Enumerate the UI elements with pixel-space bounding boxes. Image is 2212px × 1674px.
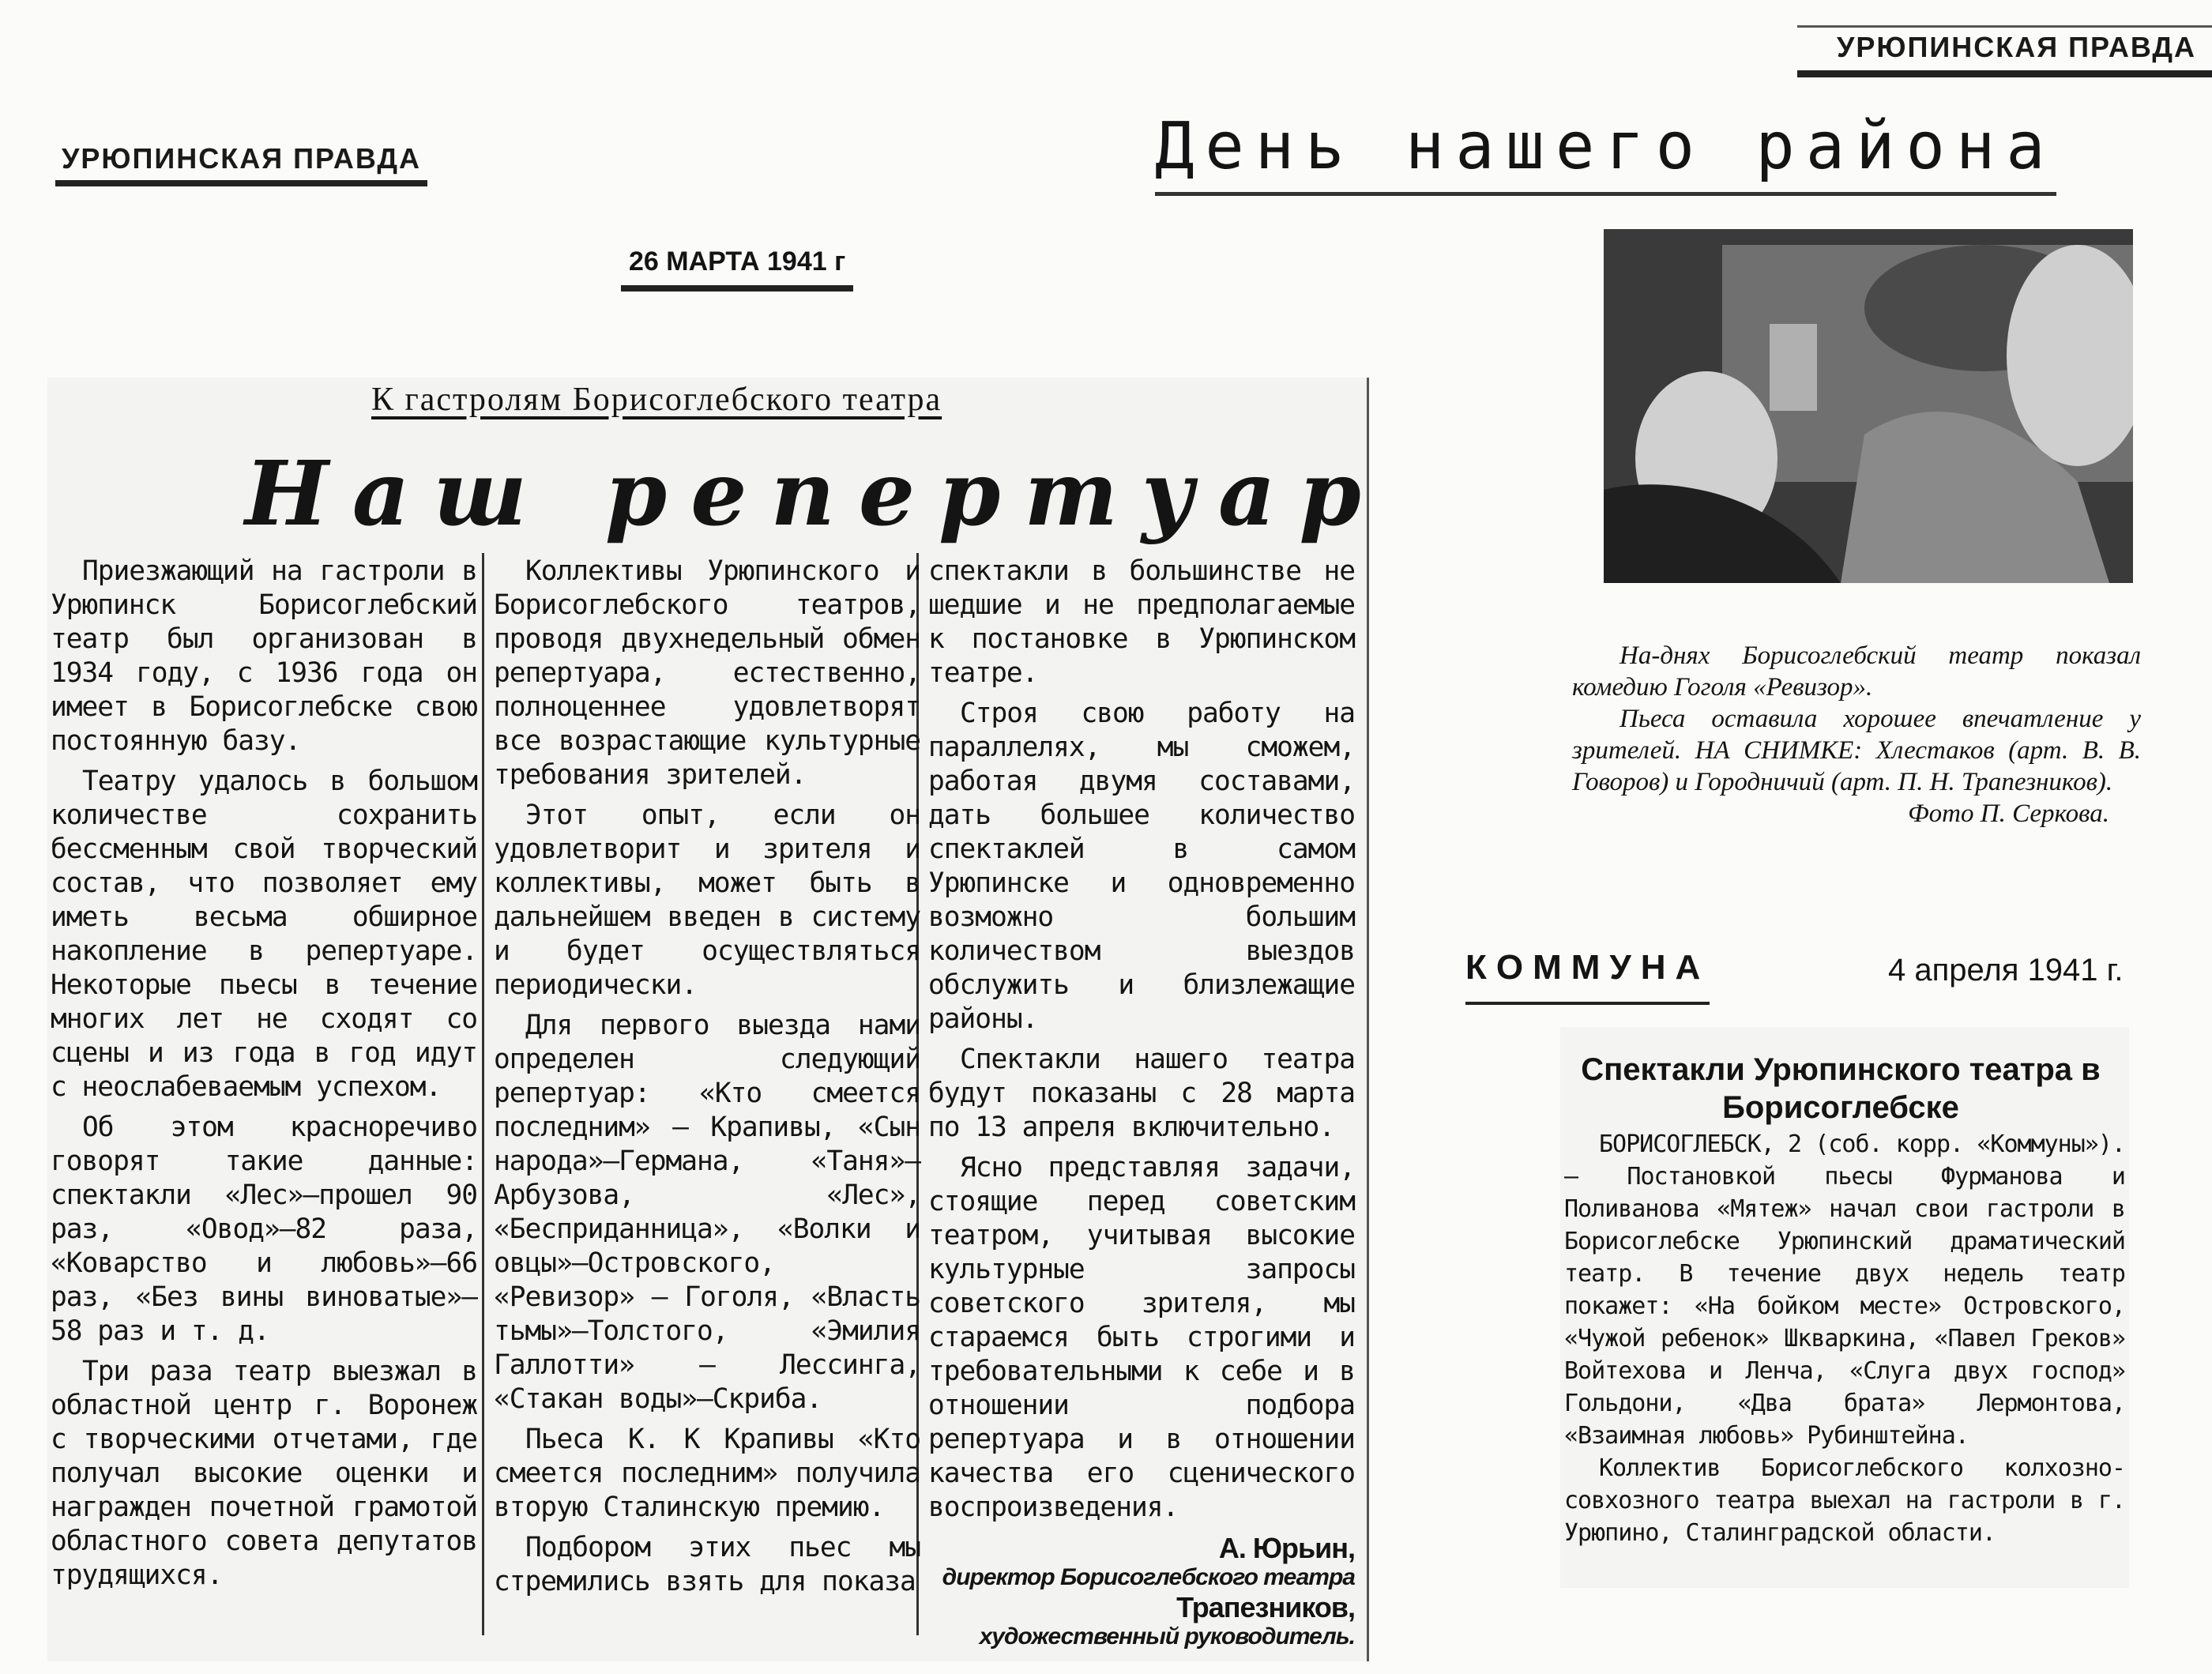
signature-name: А. Юрьин, (1218, 1532, 1355, 1564)
paragraph: БОРИСОГЛЕБСК, 2 (соб. корр. «Коммуны»). — Постановкой пьесы Фурманова и Поливанова «Мятеж» начал свои гастроли в Борисоглебске Урюпинский драматический театр. В течение двух недель театр покажет: «На бойком месте» Островского, «Чужой ребенок» Шкваркина, «Павел Греков» Войтехова и Ленча, «Слуга двух господ» Гольдони, «Два брата» Лермонтова, «Взаимная любовь» Рубинштейна. (1564, 1130, 2125, 1450)
paragraph: спектакли в большинстве не шедшие и не предполагаемые к постановке в Урюпинском театре. (928, 555, 1355, 689)
masthead-right: УРЮПИНСКАЯ ПРАВДА (1797, 25, 2212, 77)
article-kicker: К гастролям Борисоглебского театра (371, 382, 942, 418)
signature-name: Трапезников, (1176, 1591, 1355, 1623)
caption-line: На-днях Борисоглебский театр показал комедию Гоголя «Ревизор». (1572, 641, 2141, 702)
paragraph: Этот опыт, если он удовлетворит и зрителя и коллективы, может быть в дальнейшем введен в систему и будет осуществляться периодически. (494, 799, 920, 1001)
kommuna-headline: Спектакли Урюпинского театра в Борисоглебске (1581, 1052, 2101, 1125)
kommuna-date: 4 апреля 1941 г. (1888, 953, 2124, 987)
photo-credit: Фото П. Серкова. (1908, 799, 2109, 828)
theatre-photo (1604, 229, 2133, 583)
article-column-2 (494, 555, 920, 1605)
paragraph: Пьеса К. К Крапивы «Кто смеется последним» получила вторую Сталинскую премию. (494, 1424, 920, 1523)
column-rule (482, 553, 484, 1635)
paragraph: Ясно представляя задачи, стоящие перед советским театром, учитывая высокие культурные запросы советского зрителя, мы стараемся быть строгими и требовательными к себе и в отношении подбора репертуара и в отношении качества его сценического воспроизведения. (928, 1152, 1355, 1523)
article-column-1 (51, 555, 477, 1599)
paragraph: Об этом красноречиво говорят такие данные: спектакли «Лес»—прошел 90 раз, «Овод»—82 раза, «Коварство и любовь»—66 раз, «Без вины виноватые»—58 раз и т. д. (51, 1112, 477, 1347)
article-headline: Наш репертуар (245, 442, 1385, 546)
paragraph: Три раза театр выезжал в областной центр г. Воронеж с творческими отчетами, где получал высокие оценки и награжден почетной грамотой областного совета депутатов трудящихся. (51, 1356, 477, 1591)
paragraph: Строя свою работу на параллелях, мы сможем, работая двумя составами, дать большее количество спектаклей в самом Урюпинске и одновременно возможно большим количеством выездов обслужить и близлежащие районы. (928, 698, 1355, 1035)
paragraph: Для первого выезда нами определен следующий репертуар: «Кто смеется последним» — Крапивы, «Сын народа»—Германа, «Таня»—Арбузова, «Лес», «Бесприданница», «Волки и овцы»—Островского, «Ревизор» — Гоголя, «Власть тьмы»—Толстого, «Эмилия Галлотти» — Лессинга, «Стакан воды»—Скриба. (494, 1010, 920, 1415)
photo-image (1604, 229, 2133, 583)
photo-caption (1572, 640, 2141, 829)
day-heading: День нашего района (1155, 109, 2056, 196)
kommuna-body (1564, 1128, 2125, 1549)
paragraph: Подбором этих пьес мы стремились взять для показа (494, 1532, 920, 1597)
paragraph: Приезжающий на гастроли в Урюпинск Борисоглебский театр был организован в 1934 году, с 1936 года он имеет в Борисоглебске свою постоянную базу. (51, 555, 477, 757)
signature-role: директор Борисоглебского театра (942, 1564, 1355, 1590)
paragraph: Театру удалось в большом количестве сохранить бессменным свой творческий состав, что позволяет ему иметь весьма обширное накопление в репертуаре. Некоторые пьесы в течение многих лет не сходят со сцены и из года в год идут с неослабеваемым успехом. (51, 766, 477, 1103)
paragraph: Коллектив Борисоглебского колхозно-совхозного театра выехал на гастроли в г. Урюпино, Сталинградской области. (1564, 1454, 2125, 1547)
article-column-3 (928, 555, 1355, 1650)
signature-role: художественный руководитель. (979, 1623, 1355, 1650)
signature-block (928, 1531, 1355, 1650)
issue-date: 26 МАРТА 1941 г (621, 246, 853, 292)
caption-line: Пьеса оставила хорошее впечатление у зрителей. НА СНИМКЕ: Хлестаков (арт. В. В. Говоров) и Городничий (арт. П. Н. Трапезников). (1572, 705, 2141, 796)
paragraph: Коллективы Урюпинского и Борисоглебского театров, проводя двухнедельный обмен репертуара, естественно, полноценнее удовлетворят все возрастающие культурные требования зрителей. (494, 555, 920, 791)
masthead-left: УРЮПИНСКАЯ ПРАВДА (55, 142, 427, 186)
paragraph: Спектакли нашего театра будут показаны с 28 марта по 13 апреля включительно. (928, 1044, 1355, 1143)
kommuna-masthead: КОММУНА (1465, 948, 1710, 1005)
